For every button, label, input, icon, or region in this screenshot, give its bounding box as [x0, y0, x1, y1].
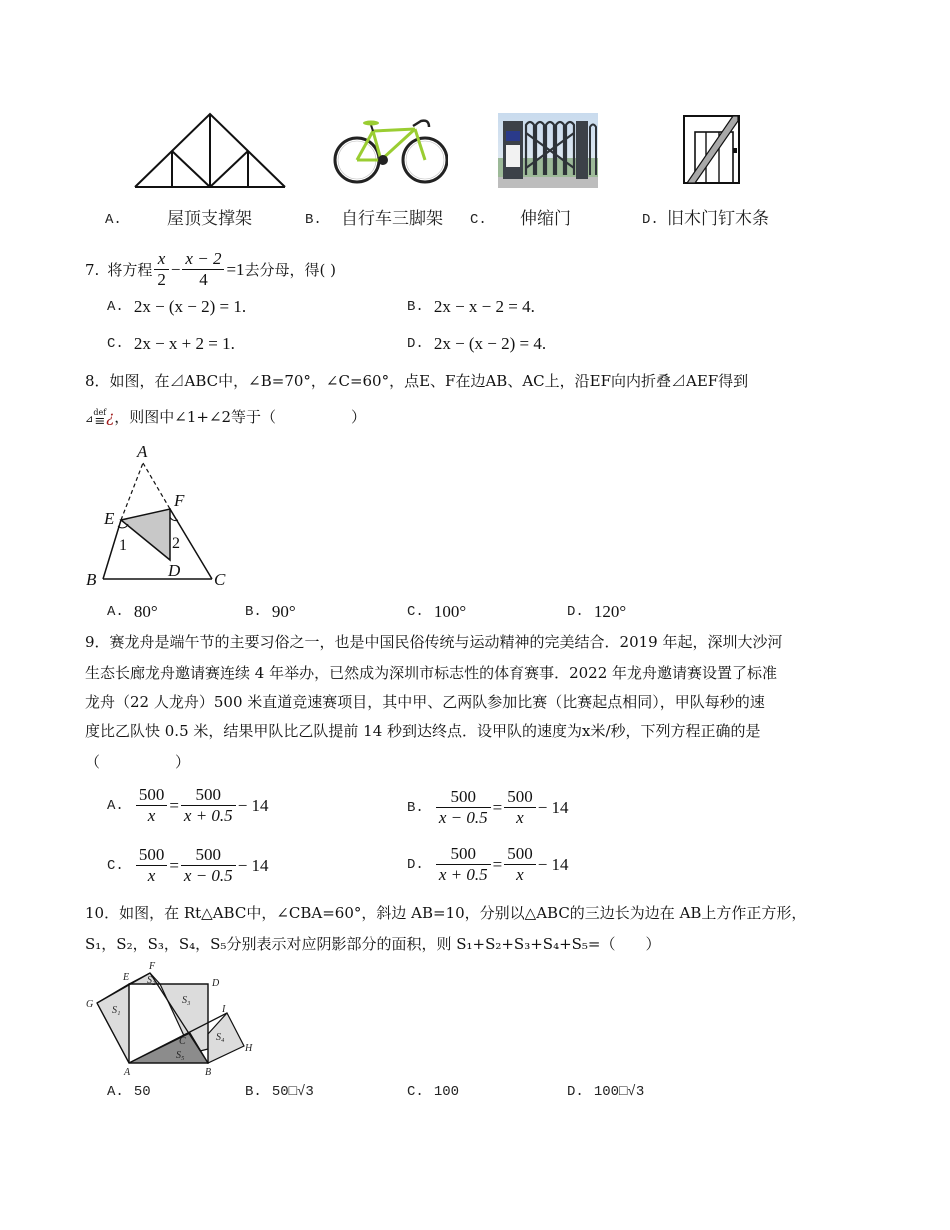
q6-option-c-label: C. — [470, 212, 487, 228]
svg-text:H: H — [245, 1043, 253, 1054]
q8-stem-line-2: ⊿ def ≡ ¿，则图中∠1+∠2等于（ ） — [85, 408, 367, 429]
q7-number: 7. — [85, 260, 100, 279]
q6-option-d-caption: 旧木门钉木条 — [667, 209, 769, 229]
q8-option-c[interactable]: C. 100° — [407, 602, 467, 621]
q8-option-d[interactable]: D. 120° — [567, 602, 627, 621]
svg-text:B: B — [86, 570, 97, 589]
q7-stem-prefix: 将方程 — [107, 260, 153, 279]
svg-text:S₅: S₅ — [176, 1050, 185, 1061]
svg-text:D: D — [168, 561, 181, 580]
q10-stem-line-2: S₁，S₂，S₃，S₄，S₅分别表示对应阴影部分的面积，则 S₁+S₂+S₃+S₄+S₅=（ ） — [85, 935, 661, 953]
q10-option-a[interactable]: A. 50 — [107, 1084, 151, 1100]
q7-rhs: =1 — [226, 259, 245, 279]
q10-stem-line-1: 10．如图，在 Rt△ABC中，∠CBA=60°，斜边 AB=10，分别以△ABC的三边长为边在 AB上方作正方形， — [85, 904, 807, 922]
q6-option-a-label: A. — [105, 212, 122, 228]
svg-text:C: C — [179, 1036, 186, 1047]
q10-option-d[interactable]: D. 100□√3 — [567, 1084, 645, 1100]
q9-stem-line-1: 9．赛龙舟是端午节的主要习俗之一，也是中国民俗传统与运动精神的完美结合．2019 年起，深圳大沙河 — [85, 633, 783, 651]
q8-option-b[interactable]: B. 90° — [245, 602, 296, 621]
svg-text:G: G — [86, 999, 94, 1010]
svg-text:B: B — [205, 1067, 212, 1078]
q10-squares-figure — [82, 958, 262, 1078]
q10-option-b[interactable]: B. 50□√3 — [245, 1084, 314, 1100]
q7-option-a[interactable]: A. 2x − (x − 2) = 1. — [107, 297, 247, 316]
svg-text:D: D — [212, 978, 220, 989]
q9-option-c[interactable]: C. $\frac{500}{x}$ = $\frac{500}{x - 0.5}$ − 14 — [107, 845, 269, 885]
roof-truss-figure — [133, 112, 288, 190]
svg-text:S₃: S₃ — [182, 995, 191, 1006]
svg-text:I: I — [222, 1004, 226, 1015]
q7-fraction-2: $\frac{x - 2}{4}$ — [182, 249, 224, 290]
q6-option-b-label: B. — [305, 212, 322, 228]
q8-triangle-figure — [82, 440, 232, 590]
q7-option-d[interactable]: D. 2x − (x − 2) = 4. — [407, 334, 547, 353]
svg-text:F: F — [174, 491, 185, 510]
q9-option-b[interactable]: B. $\frac{500}{x - 0.5}$ = $\frac{500}{x}$ − 14 — [407, 787, 569, 827]
svg-text:2: 2 — [172, 535, 180, 552]
q7-stem-suffix: 去分母，得( ) — [244, 260, 337, 279]
svg-text:F: F — [149, 961, 156, 972]
garbled-glyph: ¿ — [106, 408, 115, 426]
q6-option-d-label: D. — [642, 212, 659, 228]
q9-option-a[interactable]: A. $\frac{500}{x}$ = $\frac{500}{x + 0.5}$ − 14 — [107, 785, 269, 825]
svg-text:E: E — [123, 972, 130, 983]
q9-stem-line-5: （ ） — [85, 753, 191, 771]
q6-option-a-caption: 屋顶支撑架 — [167, 209, 252, 229]
q7-fraction-1: $\frac{x}{2}$ — [154, 249, 169, 290]
old-door-figure — [683, 115, 741, 185]
svg-text:1: 1 — [119, 537, 127, 554]
q6-option-b-caption: 自行车三脚架 — [341, 209, 443, 229]
q8-stem-line-1: 8．如图，在⊿ABC中，∠B=70°，∠C=60°，点E、F在边AB、AC上，沿EF向内折叠⊿AEF得到 — [85, 372, 749, 390]
svg-text:S₄: S₄ — [216, 1032, 225, 1043]
q7-option-b[interactable]: B. 2x − x − 2 = 4. — [407, 297, 535, 316]
svg-text:C: C — [214, 570, 226, 589]
q6-option-c-caption: 伸缩门 — [520, 209, 571, 229]
q9-stem-line-4: 度比乙队快 0.5 米，结果甲队比乙队提前 14 秒到达终点．设甲队的速度为x米/秒，下列方程正确的是 — [85, 722, 761, 740]
bicycle-figure — [333, 113, 448, 188]
q9-stem-line-3: 龙舟（22 人龙舟）500 米直道竞速赛项目，其中甲、乙两队参加比赛（比赛起点相同），甲队每秒的速 — [85, 693, 765, 711]
q7-stem — [85, 249, 336, 290]
svg-text:S₂: S₂ — [147, 975, 156, 986]
q10-option-c[interactable]: C. 100 — [407, 1084, 460, 1100]
q7-minus: − — [170, 259, 181, 279]
q8-option-a[interactable]: A. 80° — [107, 602, 158, 621]
q9-stem-line-2: 生态长廊龙舟邀请赛连续 4 年举办，已然成为深圳市标志性的体育赛事．2022 年龙舟邀请赛设置了标准 — [85, 664, 778, 682]
q9-option-d[interactable]: D. $\frac{500}{x + 0.5}$ = $\frac{500}{x}$ − 14 — [407, 844, 569, 884]
retractable-gate-figure — [498, 113, 598, 188]
svg-text:S₁: S₁ — [112, 1005, 121, 1016]
svg-text:A: A — [124, 1067, 131, 1078]
q7-option-c[interactable]: C. 2x − x + 2 = 1. — [107, 334, 235, 353]
svg-text:E: E — [104, 509, 115, 528]
svg-text:A: A — [137, 442, 148, 461]
